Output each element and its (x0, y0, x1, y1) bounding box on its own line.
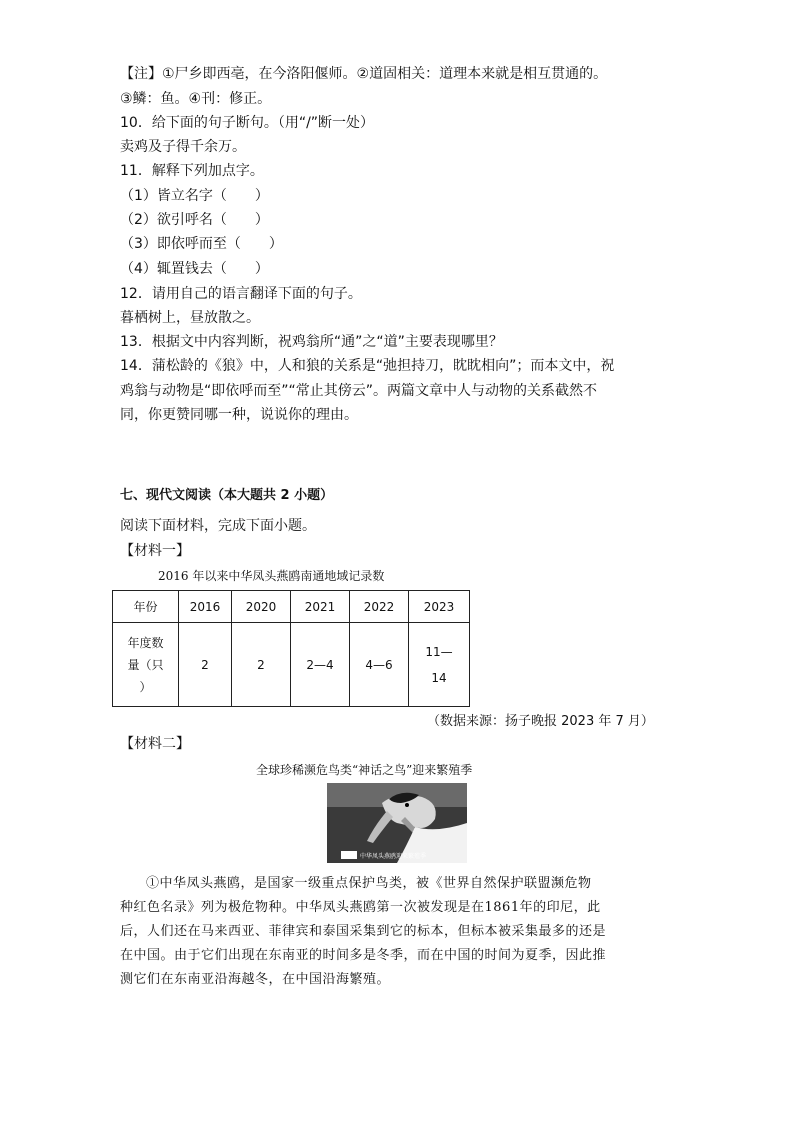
table-cell: 2 (232, 623, 291, 707)
table-cell: 2020 (232, 591, 291, 623)
article-title: 全球珍稀濒危鸟类“神话之鸟”迎来繁殖季 (256, 763, 473, 777)
material-2-label: 【材料二】 (120, 736, 190, 752)
table-row (113, 591, 470, 623)
question-14-line: 同，你更赞同哪一种，说说你的理由。 (120, 407, 358, 423)
table-cell: 4—6 (350, 623, 409, 707)
question-11-item: （2）欲引呼名（ ） (120, 212, 269, 228)
question-12: 12．请用自己的语言翻译下面的句子。 (120, 286, 362, 302)
tern-photo (327, 783, 467, 863)
section-7-instruction: 阅读下面材料，完成下面小题。 (120, 518, 316, 534)
paragraph-line: 在中国。由于它们出现在东南亚的时间多是冬季，而在中国的时间为夏季，因此推 (120, 948, 607, 963)
question-12-sentence: 暮栖树上，昼放散之。 (120, 310, 260, 326)
table-header-count: 年度数 量（只 ） (113, 623, 179, 707)
question-11: 11．解释下列加点字。 (120, 163, 264, 179)
question-14-line: 14．蒲松龄的《狼》中，人和狼的关系是“弛担持刀，眈眈相向”；而本文中，祝 (120, 358, 615, 374)
table-cell: 2021 (291, 591, 350, 623)
table-cell: 2 (179, 623, 232, 707)
tern-image (327, 783, 467, 863)
paragraph-line: 后，人们还在马来西亚、菲律宾和泰国采集到它的标本，但标本被采集最多的还是 (120, 924, 607, 939)
question-14-line: 鸡翁与动物是“即依呼而至”“常止其傍云”。两篇文章中人与动物的关系截然不 (120, 383, 598, 399)
paragraph-line: 种红色名录》列为极危物种。中华凤头燕鸥第一次被发现是在1861年的印尼，此 (120, 900, 601, 915)
paragraph-line: 测它们在东南亚沿海越冬，在中国沿海繁殖。 (120, 972, 391, 987)
question-10-sentence: 卖鸡及子得千余万。 (120, 139, 246, 155)
question-13: 13．根据文中内容判断，祝鸡翁所“通”之“道”主要表现哪里？ (120, 334, 503, 350)
note-line-1: 【注】①尸乡即西亳，在今洛阳偃师。②道固相关：道理本来就是相互贯通的。 (120, 66, 608, 82)
table-cell: 2—4 (291, 623, 350, 707)
paragraph-line: ①中华凤头燕鸥，是国家一级重点保护鸟类，被《世界自然保护联盟濒危物 (146, 876, 592, 891)
table-title: 2016 年以来中华凤头燕鸥南通地域记录数 (158, 569, 385, 583)
material-1-label: 【材料一】 (120, 543, 190, 559)
section-7-heading: 七、现代文阅读（本大题共 2 小题） (120, 488, 334, 503)
table-cell: 2022 (350, 591, 409, 623)
table-header-year: 年份 (113, 591, 179, 623)
data-source: （数据来源：扬子晚报 2023 年 7 月） (427, 714, 654, 729)
question-11-item: （1）皆立名字（ ） (120, 188, 269, 204)
table-cell: 2023 (409, 591, 470, 623)
question-10: 10．给下面的句子断句。（用“/”断一处） (120, 115, 375, 131)
table-cell: 11— 14 (409, 623, 470, 707)
note-line-2: ③鳞：鱼。④刊：修正。 (120, 91, 272, 107)
table-cell: 2016 (179, 591, 232, 623)
photo-caption: 中华凤头燕鸥迎来繁殖季 (360, 853, 427, 860)
table-row (113, 623, 470, 707)
records-table (112, 590, 470, 707)
question-11-item: （3）即依呼而至（ ） (120, 236, 283, 252)
question-11-item: （4）辄置钱去（ ） (120, 261, 269, 277)
